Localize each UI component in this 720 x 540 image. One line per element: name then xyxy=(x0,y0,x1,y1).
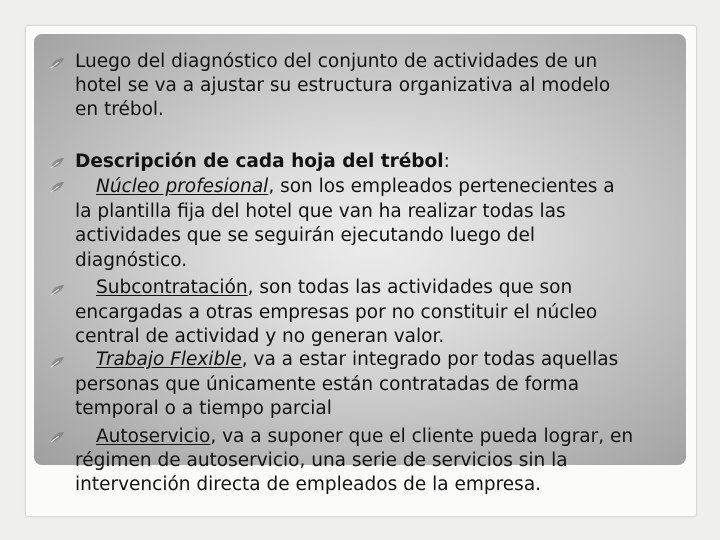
item-2-term: Subcontratación xyxy=(96,277,248,298)
item-1-line-4: diagnóstico. xyxy=(75,250,188,271)
leaf-bullet-icon xyxy=(49,180,65,194)
item-3-description: , va a estar integrado por todas aquellas xyxy=(241,349,619,370)
item-3-line-2: personas que únicamente están contratadas de forma xyxy=(75,374,580,395)
item-3-line-3: temporal o a tiempo parcial xyxy=(75,398,332,419)
leaf-bullet-icon xyxy=(49,156,65,170)
item-1-line-3: actividades que se seguirán ejecutando luego del xyxy=(75,225,536,246)
leaf-bullet-icon xyxy=(49,283,65,297)
item-4-line-2: régimen de autoservicio, una serie de servicios sin la xyxy=(75,450,568,471)
item-1-term: Núcleo profesional xyxy=(96,176,269,197)
paragraph-1-line-1: Luego del diagnóstico del conjunto de actividades de un xyxy=(75,51,598,72)
item-1-line-1 xyxy=(96,175,615,199)
item-1-line-2: la plantilla fija del hotel que van ha realizar todas las xyxy=(75,201,566,222)
heading-colon: : xyxy=(443,151,450,172)
description-heading: Descripción de cada hoja del trébol xyxy=(75,151,444,172)
leaf-bullet-icon xyxy=(49,430,65,444)
item-2-line-2: encargadas a otras empresas por no constituir el núcleo xyxy=(75,302,598,323)
leaf-bullet-icon xyxy=(49,355,65,369)
item-4-term: Autoservicio xyxy=(96,426,211,447)
paragraph-1-line-3: en trébol. xyxy=(75,99,164,120)
item-4-description: , va a suponer que el cliente pueda lograr, en xyxy=(210,426,634,447)
item-3-term: Trabajo Flexible xyxy=(96,349,242,370)
heading-line xyxy=(75,150,450,174)
item-4-line-3: intervención directa de empleados de la empresa. xyxy=(75,474,542,495)
item-4-line-1 xyxy=(96,425,633,449)
item-2-line-1 xyxy=(96,276,572,300)
item-1-description: , son los empleados pertenecientes a xyxy=(268,176,615,197)
paragraph-1-line-2: hotel se va a ajustar su estructura organizativa al modelo xyxy=(75,75,611,96)
item-3-line-1 xyxy=(96,348,618,372)
item-2-line-3: central de actividad y no generan valor. xyxy=(75,326,445,347)
leaf-bullet-icon xyxy=(49,56,65,70)
item-2-description: , son todas las actividades que son xyxy=(247,277,573,298)
